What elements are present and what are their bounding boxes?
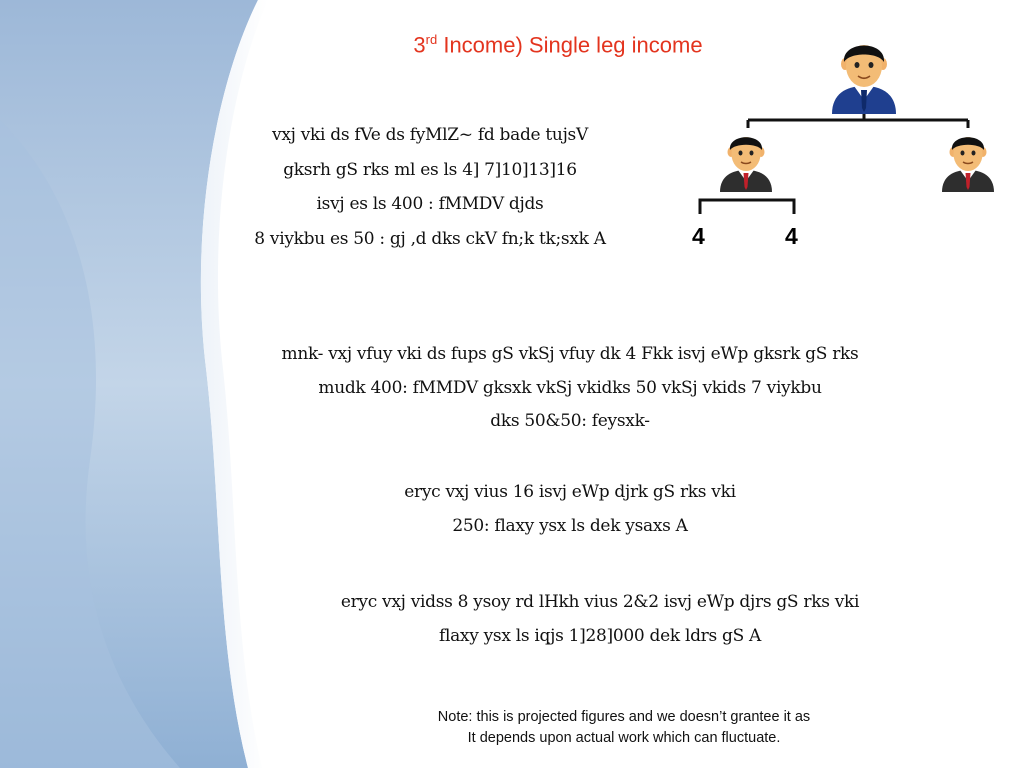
note-line: It depends upon actual work which can fluctuate.: [467, 730, 781, 746]
total-earnings-block: [280, 585, 920, 653]
right-count: 4: [785, 223, 798, 249]
title-superscript: rd: [425, 32, 438, 47]
top-member-icon: [832, 45, 896, 114]
text-line: mudk 400: fMMDV gksxk vkSj vkidks 50 vkSj vkids 7 viykbu: [318, 377, 822, 398]
disclaimer-note: [360, 707, 888, 749]
title-number: 3: [413, 32, 426, 58]
text-line: 8 viykbu es 50 : gj ,d dks ckV fn;k tk;sxk A: [254, 228, 606, 249]
income-description-block: [210, 118, 650, 256]
text-line: gksrh gS rks ml es ls 4] 7]10]13]16: [283, 159, 577, 180]
text-line: eryc vxj vius 16 isvj eWp djrk gS rks vki: [404, 482, 736, 502]
left-count: 4: [692, 223, 705, 249]
note-line: Note: this is projected figures and we doesn’t grantee it as: [437, 709, 811, 725]
summary-block: [300, 475, 840, 543]
title-text: Income) Single leg income: [437, 32, 703, 58]
example-block: [230, 338, 910, 439]
left-member-icon: [720, 137, 772, 192]
text-line: flaxy ysx ls iqjs 1]28]000 dek ldrs gS A: [438, 626, 762, 646]
text-line: dks 50&50: feysxk-: [490, 411, 650, 431]
right-member-icon: [942, 137, 994, 192]
single-leg-tree-diagram: [690, 28, 1010, 258]
text-line: isvj es ls 400 : fMMDV djds: [316, 194, 544, 214]
text-line: vxj vki ds fVe ds fyMlZ~ fd bade tujsV: [272, 125, 588, 145]
text-line: mnk- vxj vfuy vki ds fups gS vkSj vfuy dk 4 Fkk isvj eWp gksrk gS rks: [281, 344, 859, 364]
text-line: 250: flaxy ysx ls dek ysaxs A: [452, 516, 688, 536]
text-line: eryc vxj vidss 8 ysoy rd lHkh vius 2&2 isvj eWp djrs gS rks vki: [340, 592, 860, 612]
